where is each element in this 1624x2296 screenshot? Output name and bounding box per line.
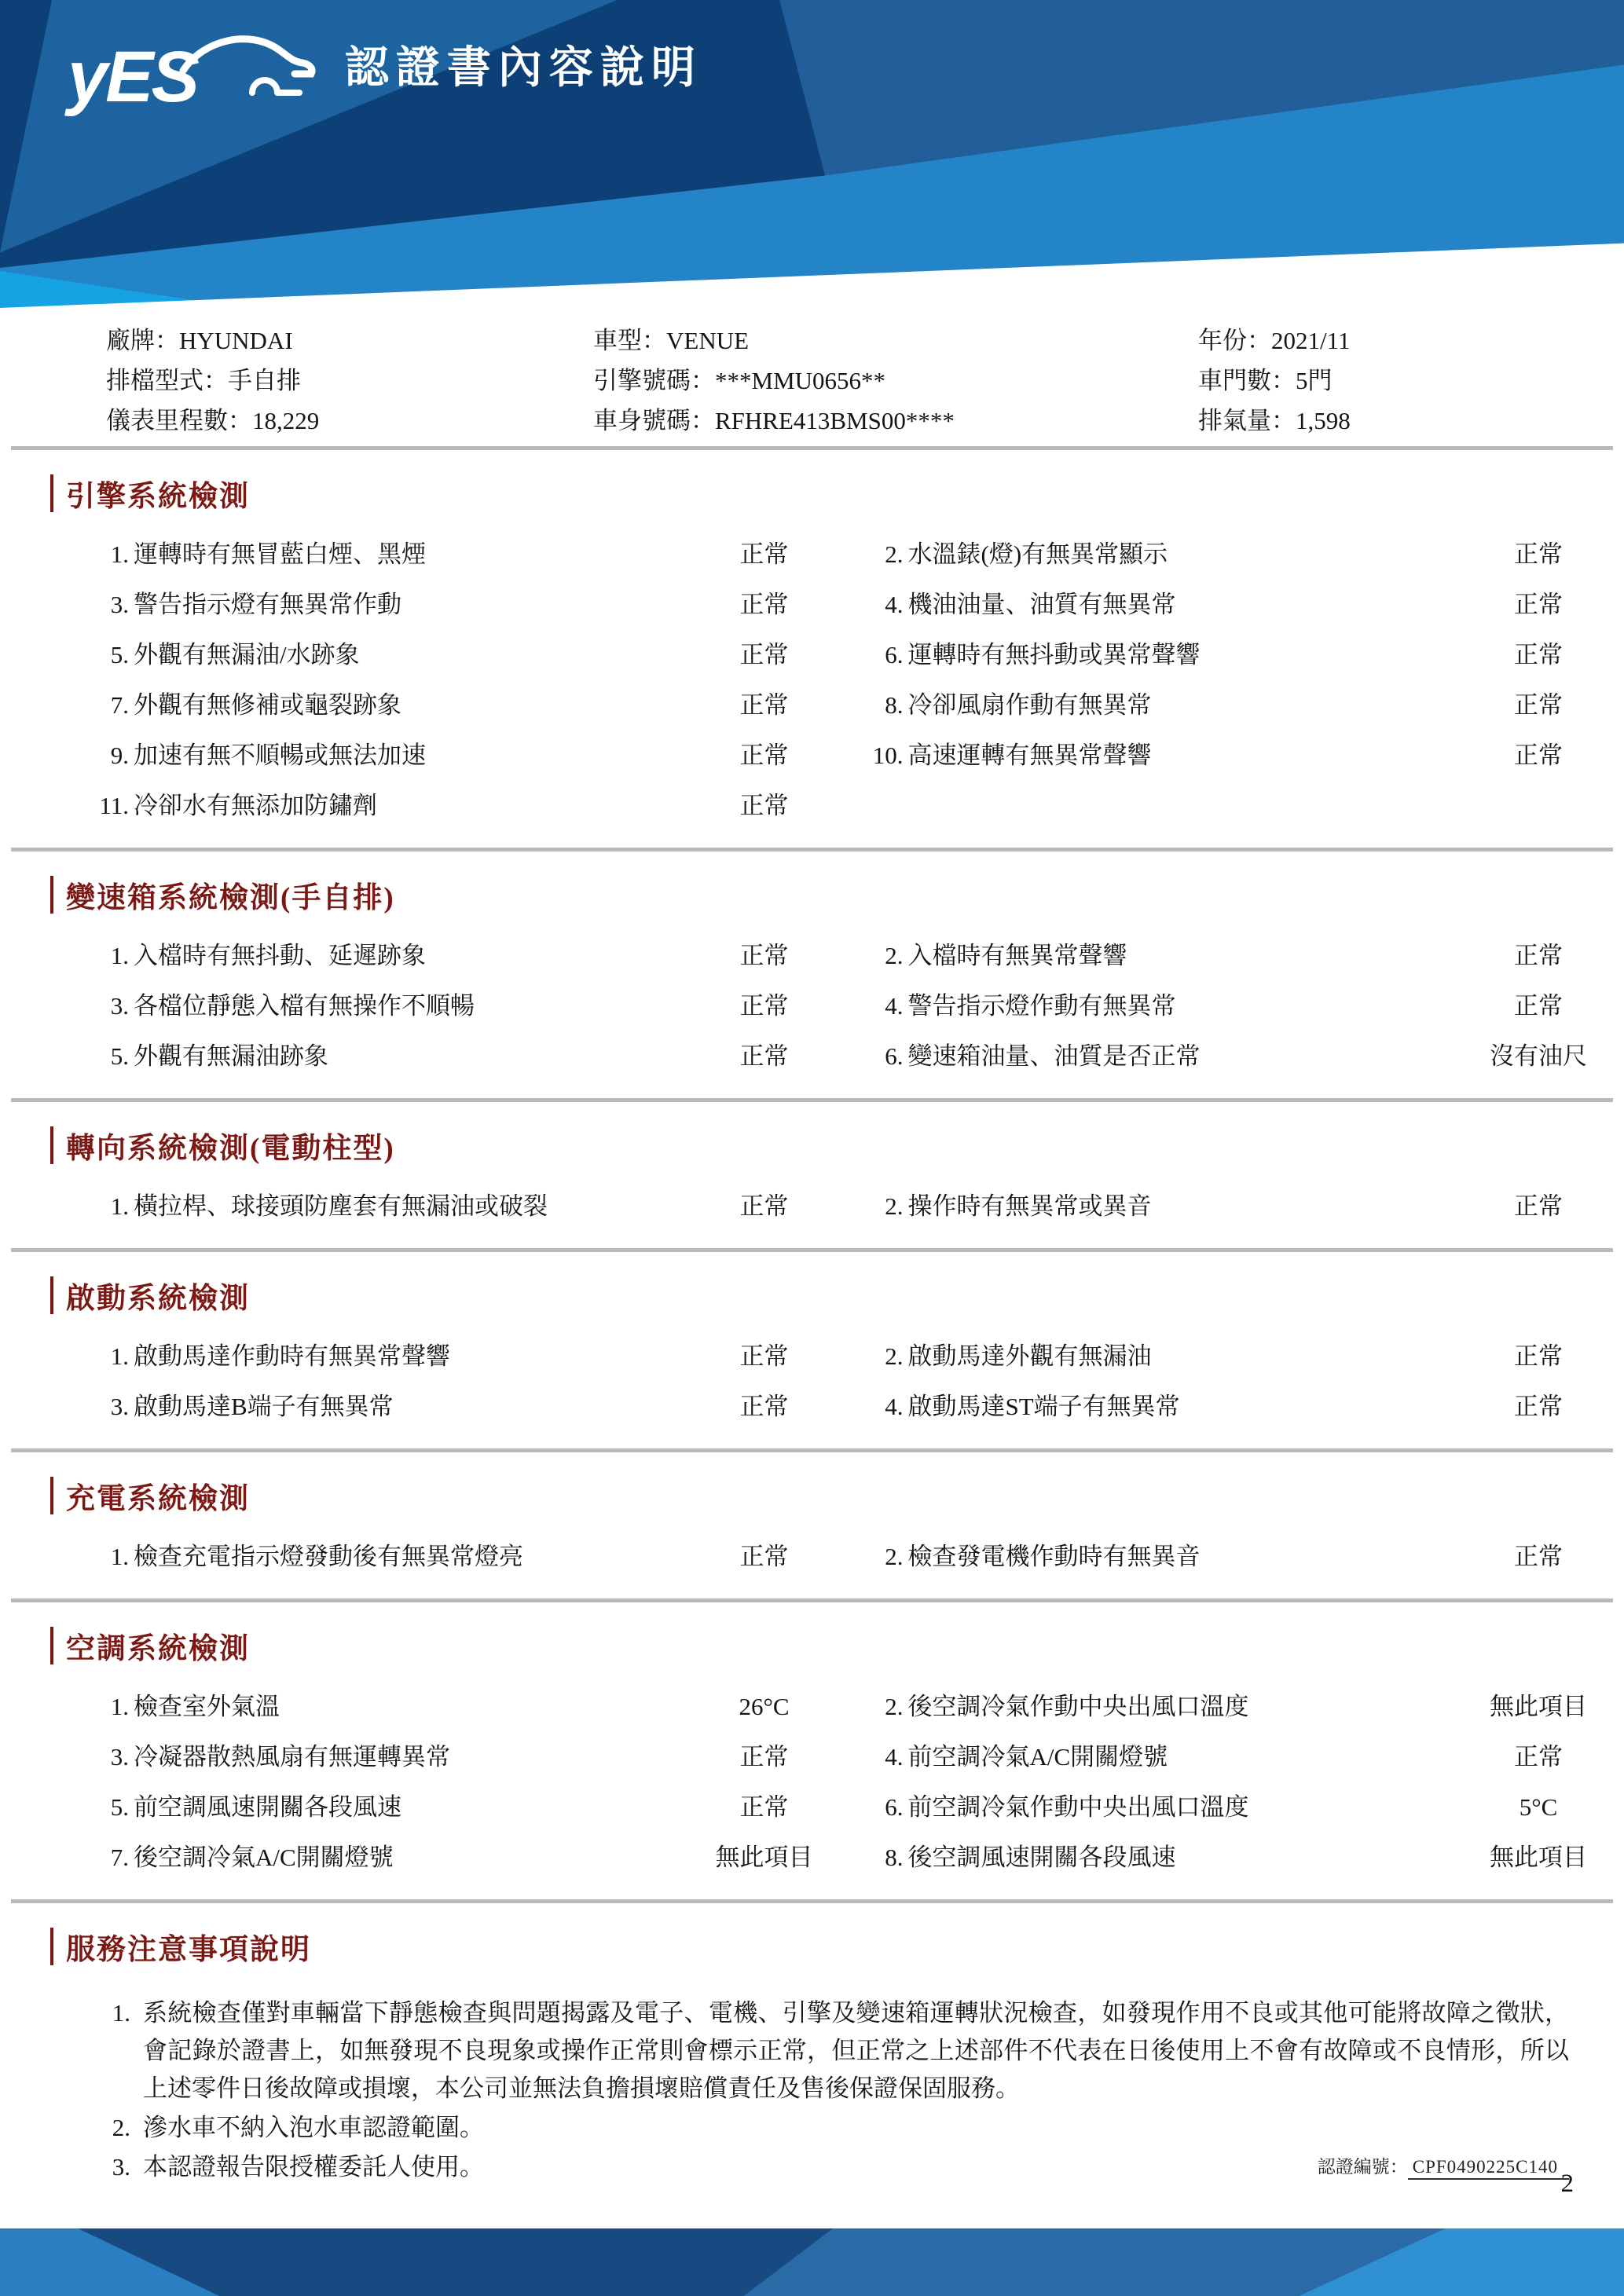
item-text: 橫拉桿、球接頭防塵套有無漏油或破裂 xyxy=(134,1192,548,1220)
item-text: 前空調風速開關各段風速 xyxy=(134,1793,401,1821)
item-result: 無此項目 xyxy=(1490,1693,1587,1720)
item-result: 正常 xyxy=(1514,742,1563,769)
item-result: 正常 xyxy=(1514,1743,1563,1771)
section-divider xyxy=(11,446,1613,450)
item-result: 正常 xyxy=(1514,1342,1563,1370)
item-result: 正常 xyxy=(739,1543,789,1570)
page-title: 認證書內容說明 xyxy=(344,42,702,92)
item-text: 警告指示燈有無異常作動 xyxy=(134,591,401,618)
item-result: 正常 xyxy=(739,540,789,568)
item-number: 4. xyxy=(885,1393,904,1420)
item-number: 2. xyxy=(885,1693,904,1720)
section-divider xyxy=(11,1598,1613,1602)
section-divider xyxy=(11,848,1613,851)
note-item xyxy=(94,2109,1569,2147)
certificate-number-value: CPF0490225C140 xyxy=(1408,2157,1569,2180)
inspection-item xyxy=(863,742,1606,769)
item-number: 1. xyxy=(110,1693,129,1720)
inspection-item xyxy=(863,1694,1606,1720)
item-result: 正常 xyxy=(739,641,789,668)
item-text: 啟動馬達外觀有無漏油 xyxy=(907,1342,1152,1370)
item-number: 5. xyxy=(110,1793,129,1821)
inspection-item xyxy=(863,541,1606,568)
inspection-item xyxy=(863,1343,1606,1370)
inspection-items xyxy=(88,1193,1605,1220)
item-result: 正常 xyxy=(1514,540,1563,568)
item-result: 26°C xyxy=(739,1693,790,1720)
section-divider xyxy=(11,1448,1613,1452)
section-header xyxy=(50,1925,1624,1968)
inspection-item xyxy=(88,692,831,719)
inspection-item xyxy=(88,541,831,568)
vehicle-info-field: 廠牌：HYUNDAI xyxy=(106,327,293,354)
item-result: 正常 xyxy=(739,942,789,969)
item-result: 正常 xyxy=(1514,942,1563,969)
section-header xyxy=(50,1274,1624,1316)
page-footer xyxy=(0,2228,1624,2296)
vehicle-info-field: 儀表里程數：18,229 xyxy=(106,407,320,434)
section-header xyxy=(50,1624,1624,1667)
item-number: 1. xyxy=(110,942,129,969)
item-number: 4. xyxy=(885,1743,904,1771)
item-number: 6. xyxy=(885,1793,904,1821)
inspection-items xyxy=(88,1694,1605,1871)
section-title-bar xyxy=(50,474,53,512)
item-text: 外觀有無漏油/水跡象 xyxy=(134,641,360,668)
note-item xyxy=(94,1994,1569,2107)
item-text: 運轉時有無冒藍白煙、黑煙 xyxy=(134,540,426,568)
item-number: 7. xyxy=(110,1844,129,1871)
inspection-section xyxy=(0,1474,1624,1602)
item-number: 3. xyxy=(110,1393,129,1420)
item-text: 後空調冷氣作動中央出風口溫度 xyxy=(907,1693,1249,1720)
inspection-item xyxy=(88,943,831,969)
note-text: 系統檢查僅對車輛當下靜態檢查與問題揭露及電子、電機、引擎及變速箱運轉狀況檢查，如發現作用不良或其他可能將故障之徵狀，會記錄於證書上，如無發現不良現象或操作正常則會標示正常，但正常之上述部件不代表在日後使用上不會有故障或不良情形，所以上述零件日後故障或損壞，本公司並無法負擔損壞賠償責任及售後保證保固服務。 xyxy=(143,1999,1569,2102)
section-divider xyxy=(11,1248,1613,1252)
car-icon xyxy=(177,27,318,108)
inspection-item xyxy=(88,793,831,819)
note-number: 2. xyxy=(112,2114,130,2141)
vehicle-info-field: 年份：2021/11 xyxy=(1198,327,1351,354)
item-text: 檢查發電機作動時有無異音 xyxy=(907,1543,1201,1570)
section-title: 服務注意事項說明 xyxy=(66,1934,311,1966)
section-title: 充電系統檢測 xyxy=(66,1483,250,1515)
item-number: 10. xyxy=(872,742,904,769)
item-text: 變速箱油量、油質是否正常 xyxy=(907,1042,1201,1070)
note-text: 本認證報告限授權委託人使用。 xyxy=(143,2153,484,2181)
inspection-item xyxy=(863,1043,1606,1070)
item-number: 2. xyxy=(885,1342,904,1370)
inspection-item xyxy=(863,1393,1606,1420)
item-text: 啟動馬達B端子有無異常 xyxy=(134,1393,394,1420)
item-text: 前空調冷氣作動中央出風口溫度 xyxy=(907,1793,1249,1821)
item-result: 5°C xyxy=(1519,1793,1558,1821)
item-number: 2. xyxy=(885,1543,904,1570)
inspection-item xyxy=(88,1393,831,1420)
inspection-item xyxy=(88,1694,831,1720)
item-number: 4. xyxy=(885,591,904,618)
section-header xyxy=(50,472,1624,514)
note-number: 1. xyxy=(112,1999,130,2027)
section-header xyxy=(50,1474,1624,1517)
yes-logo xyxy=(68,27,318,117)
item-result: 正常 xyxy=(739,1793,789,1821)
inspection-item xyxy=(88,993,831,1020)
item-result: 正常 xyxy=(1514,641,1563,668)
item-number: 5. xyxy=(110,641,129,668)
item-text: 警告指示燈作動有無異常 xyxy=(907,992,1176,1020)
item-number: 9. xyxy=(110,742,129,769)
item-number: 4. xyxy=(885,992,904,1020)
item-result: 正常 xyxy=(739,1042,789,1070)
inspection-item xyxy=(863,943,1606,969)
inspection-item xyxy=(88,1543,831,1570)
section-title-bar xyxy=(50,1126,53,1164)
inspection-item xyxy=(88,1744,831,1771)
note-number: 3. xyxy=(112,2153,130,2181)
item-text: 啟動馬達ST端子有無異常 xyxy=(907,1393,1180,1420)
sections xyxy=(0,472,1624,1903)
item-text: 加速有無不順暢或無法加速 xyxy=(134,742,426,769)
item-text: 高速運轉有無異常聲響 xyxy=(907,742,1152,769)
item-number: 3. xyxy=(110,1743,129,1771)
vehicle-info-field: 車型：VENUE xyxy=(593,327,750,354)
inspection-item xyxy=(88,742,831,769)
item-number: 5. xyxy=(110,1042,129,1070)
item-result: 正常 xyxy=(739,1342,789,1370)
item-text: 外觀有無修補或龜裂跡象 xyxy=(134,691,401,719)
item-result: 正常 xyxy=(1514,591,1563,618)
item-result: 無此項目 xyxy=(715,1844,813,1871)
item-result: 正常 xyxy=(739,1192,789,1220)
item-result: 正常 xyxy=(739,992,789,1020)
item-number: 6. xyxy=(885,641,904,668)
inspection-item xyxy=(863,1543,1606,1570)
inspection-section xyxy=(0,472,1624,851)
section-title: 空調系統檢測 xyxy=(66,1633,250,1665)
item-number: 3. xyxy=(110,591,129,618)
item-text: 檢查充電指示燈發動後有無異常燈亮 xyxy=(134,1543,523,1570)
item-text: 入檔時有無抖動、延遲跡象 xyxy=(134,942,426,969)
vehicle-info-field: 車門數：5門 xyxy=(1198,367,1333,394)
section-title-bar xyxy=(50,1276,53,1314)
item-text: 後空調冷氣A/C開關燈號 xyxy=(134,1844,394,1871)
item-number: 6. xyxy=(885,1042,904,1070)
vehicle-info-field: 車身號碼：RFHRE413BMS00**** xyxy=(593,407,955,434)
item-text: 機油油量、油質有無異常 xyxy=(907,591,1176,618)
section-divider xyxy=(11,1899,1613,1903)
section-title-bar xyxy=(50,1627,53,1664)
section-header xyxy=(50,1124,1624,1166)
item-result: 正常 xyxy=(1514,1393,1563,1420)
inspection-item xyxy=(863,993,1606,1020)
item-result: 無此項目 xyxy=(1490,1844,1587,1871)
item-text: 前空調冷氣A/C開關燈號 xyxy=(907,1743,1168,1771)
item-text: 水溫錶(燈)有無異常顯示 xyxy=(907,540,1168,568)
inspection-section xyxy=(0,1124,1624,1252)
item-number: 2. xyxy=(885,1192,904,1220)
inspection-item xyxy=(863,1193,1606,1220)
item-text: 入檔時有無異常聲響 xyxy=(907,942,1127,969)
item-number: 1. xyxy=(110,1342,129,1370)
yes-logo-text: yES xyxy=(68,37,197,117)
inspection-item xyxy=(863,1744,1606,1771)
item-text: 冷卻風扇作動有無異常 xyxy=(907,691,1152,719)
item-result: 正常 xyxy=(739,792,789,819)
certificate-number xyxy=(1318,2148,1569,2186)
inspection-items xyxy=(88,943,1605,1070)
item-text: 檢查室外氣溫 xyxy=(134,1693,280,1720)
item-result: 正常 xyxy=(739,1743,789,1771)
section-title-bar xyxy=(50,1928,53,1965)
vehicle-info-field: 排檔型式：手自排 xyxy=(106,367,301,394)
section-title-bar xyxy=(50,1477,53,1514)
inspection-item xyxy=(863,1794,1606,1821)
inspection-section xyxy=(0,1274,1624,1452)
item-number: 2. xyxy=(885,540,904,568)
item-text: 各檔位靜態入檔有無操作不順暢 xyxy=(134,992,475,1020)
item-result: 正常 xyxy=(1514,1192,1563,1220)
item-text: 運轉時有無抖動或異常聲響 xyxy=(907,641,1201,668)
vehicle-info-field: 引擎號碼：***MMU0656** xyxy=(593,367,886,394)
inspection-item xyxy=(88,642,831,668)
inspection-section xyxy=(0,873,1624,1102)
item-number: 8. xyxy=(885,1844,904,1871)
item-result: 正常 xyxy=(739,1393,789,1420)
inspection-item xyxy=(863,642,1606,668)
inspection-items xyxy=(88,1343,1605,1420)
item-result: 沒有油尺 xyxy=(1490,1042,1587,1070)
vehicle-info-grid xyxy=(0,308,1624,434)
vehicle-info-field: 排氣量：1,598 xyxy=(1198,407,1351,434)
inspection-item xyxy=(863,1844,1606,1871)
item-text: 操作時有無異常或異音 xyxy=(907,1192,1152,1220)
item-result: 正常 xyxy=(739,691,789,719)
inspection-item xyxy=(863,591,1606,618)
inspection-item xyxy=(88,1343,831,1370)
note-item xyxy=(94,2148,1569,2186)
certificate-number-label: 認證編號： xyxy=(1317,2157,1408,2177)
item-number: 8. xyxy=(885,691,904,719)
note-text: 滲水車不納入泡水車認證範圍。 xyxy=(143,2114,484,2141)
inspection-section xyxy=(0,1624,1624,1903)
item-text: 啟動馬達作動時有無異常聲響 xyxy=(134,1342,450,1370)
item-number: 1. xyxy=(110,1543,129,1570)
page-number: 2 xyxy=(1560,2170,1574,2198)
item-text: 冷卻水有無添加防鏽劑 xyxy=(134,792,377,819)
item-number: 3. xyxy=(110,992,129,1020)
item-result: 正常 xyxy=(739,742,789,769)
inspection-item xyxy=(88,591,831,618)
section-title: 引擎系統檢測 xyxy=(66,481,250,513)
section-header xyxy=(50,873,1624,916)
item-number: 1. xyxy=(110,1192,129,1220)
inspection-items xyxy=(88,541,1605,819)
inspection-item xyxy=(863,692,1606,719)
item-result: 正常 xyxy=(1514,1543,1563,1570)
item-result: 正常 xyxy=(1514,992,1563,1020)
inspection-item xyxy=(88,1043,831,1070)
item-number: 2. xyxy=(885,942,904,969)
item-number: 7. xyxy=(110,691,129,719)
item-text: 後空調風速開關各段風速 xyxy=(907,1844,1176,1871)
item-number: 1. xyxy=(110,540,129,568)
inspection-item xyxy=(88,1193,831,1220)
inspection-item xyxy=(88,1844,831,1871)
inspection-item xyxy=(88,1794,831,1821)
note-list xyxy=(94,1994,1569,2186)
section-title: 轉向系統檢測(電動柱型) xyxy=(66,1133,395,1165)
item-result: 正常 xyxy=(739,591,789,618)
section-title-bar xyxy=(50,876,53,914)
page-header xyxy=(0,0,1624,308)
item-result: 正常 xyxy=(1514,691,1563,719)
item-number: 11. xyxy=(99,792,129,819)
section-title: 啟動系統檢測 xyxy=(66,1283,250,1315)
section-divider xyxy=(11,1098,1613,1102)
section-title: 變速箱系統檢測(手自排) xyxy=(66,882,395,914)
inspection-items xyxy=(88,1543,1605,1570)
item-text: 冷凝器散熱風扇有無運轉異常 xyxy=(134,1743,450,1771)
service-notes-section xyxy=(0,1925,1624,2186)
item-text: 外觀有無漏油跡象 xyxy=(134,1042,328,1070)
